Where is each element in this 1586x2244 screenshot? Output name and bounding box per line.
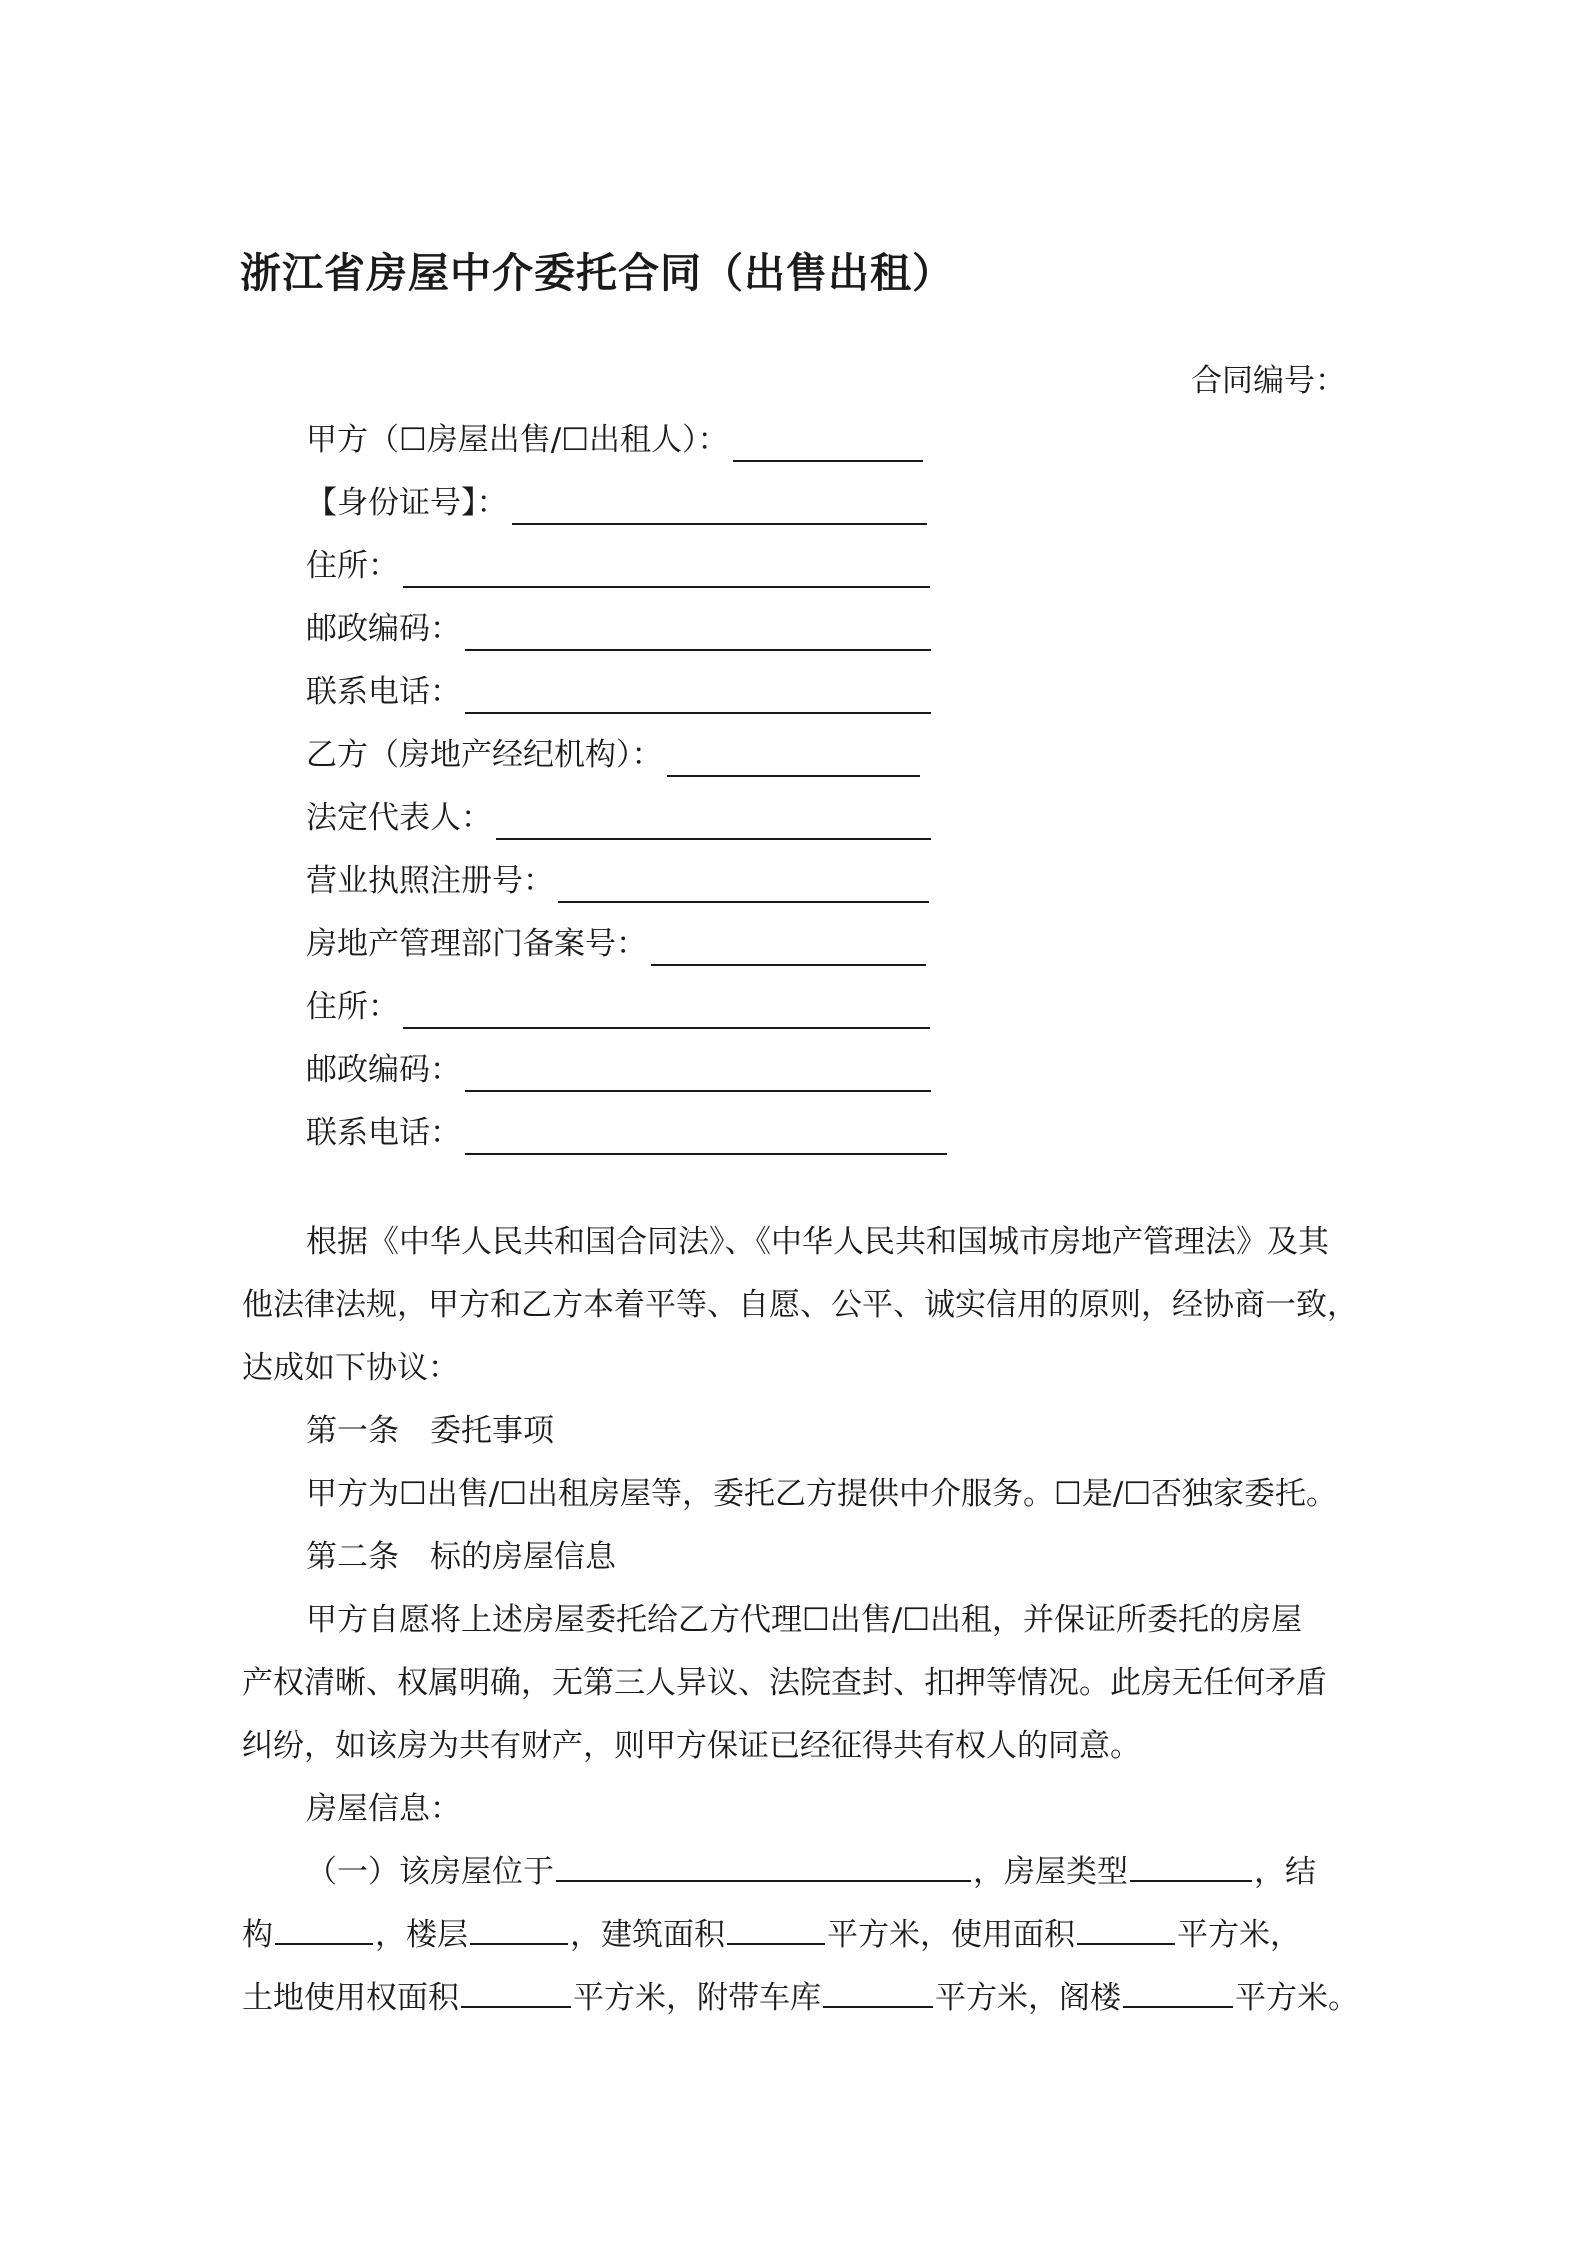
house-info-label: 房屋信息： bbox=[306, 1791, 461, 1827]
fill-blank[interactable] bbox=[733, 426, 923, 462]
filing-number-field bbox=[306, 922, 926, 966]
field-label: 乙方（房地产经纪机构）： bbox=[306, 737, 663, 773]
house-info-text: 平方米， bbox=[1177, 1917, 1301, 1953]
business-license-field bbox=[306, 859, 929, 903]
article-1-text: 甲方为☐出售/☐出租房屋等，委托乙方提供中介服务。☐是/☐否独家委托。 bbox=[306, 1476, 1338, 1512]
house-info-line-3 bbox=[242, 1972, 1359, 2017]
preamble-line: 根据《中华人民共和国合同法》、《中华人民共和国城市房地产管理法》及其 bbox=[306, 1224, 1329, 1260]
party-a-address-field bbox=[306, 544, 930, 588]
article-2-line: 纠纷，如该房为共有财产，则甲方保证已经征得共有权人的同意。 bbox=[242, 1728, 1141, 1764]
floor-blank[interactable] bbox=[470, 1913, 568, 1945]
party-b-postcode-field bbox=[306, 1048, 931, 1092]
party-a-phone-field bbox=[306, 670, 931, 714]
fill-blank[interactable] bbox=[465, 678, 931, 714]
party-b-address-field bbox=[306, 985, 930, 1029]
article-1-heading: 第一条 委托事项 bbox=[306, 1413, 554, 1449]
house-info-text: ，建筑面积 bbox=[570, 1917, 725, 1953]
field-label: 【身份证号】： bbox=[306, 485, 508, 521]
house-info-line-2 bbox=[242, 1909, 1301, 1954]
fill-blank[interactable] bbox=[465, 1119, 947, 1155]
house-type-blank[interactable] bbox=[1130, 1850, 1252, 1882]
fill-blank[interactable] bbox=[651, 930, 926, 966]
fill-blank[interactable] bbox=[465, 1056, 931, 1092]
article-2-line: 甲方自愿将上述房屋委托给乙方代理☐出售/☐出租，并保证所委托的房屋 bbox=[306, 1602, 1303, 1638]
house-info-text: ，楼层 bbox=[375, 1917, 468, 1953]
preamble-line: 他法律法规，甲方和乙方本着平等、自愿、公平、诚实信用的原则，经协商一致， bbox=[242, 1287, 1358, 1323]
article-2-line: 产权清晰、权属明确，无第三人异议、法院查封、扣押等情况。此房无任何矛盾 bbox=[242, 1665, 1327, 1701]
preamble-line: 达成如下协议： bbox=[242, 1350, 459, 1386]
fill-blank[interactable] bbox=[558, 867, 929, 903]
house-info-text: 平方米，附带车库 bbox=[573, 1980, 821, 2016]
structure-blank[interactable] bbox=[275, 1913, 373, 1945]
field-label: 房地产管理部门备案号： bbox=[306, 926, 647, 962]
field-label: 邮政编码： bbox=[306, 611, 461, 647]
house-info-line-1 bbox=[306, 1846, 1316, 1891]
id-number-field bbox=[306, 481, 927, 525]
party-b-phone-field bbox=[306, 1111, 947, 1155]
article-2-heading: 第二条 标的房屋信息 bbox=[306, 1539, 616, 1575]
field-label: 住所： bbox=[306, 548, 399, 584]
house-info-text: 平方米，阁楼 bbox=[935, 1980, 1121, 2016]
house-info-text: ，结 bbox=[1254, 1854, 1316, 1890]
house-info-text: 构 bbox=[242, 1917, 273, 1953]
field-label: 联系电话： bbox=[306, 674, 461, 710]
party-a-field bbox=[306, 418, 923, 462]
document-title: 浙江省房屋中介委托合同（出售出租） bbox=[240, 249, 954, 297]
field-label: 住所： bbox=[306, 989, 399, 1025]
fill-blank[interactable] bbox=[465, 615, 931, 651]
house-info-text: 平方米。 bbox=[1235, 1980, 1359, 2016]
attic-area-blank[interactable] bbox=[1123, 1976, 1233, 2008]
land-area-blank[interactable] bbox=[461, 1976, 571, 2008]
field-label: 邮政编码： bbox=[306, 1052, 461, 1088]
field-label: 甲方（☐房屋出售/☐出租人）： bbox=[306, 422, 729, 458]
field-label: 联系电话： bbox=[306, 1115, 461, 1151]
usable-area-blank[interactable] bbox=[1077, 1913, 1175, 1945]
building-area-blank[interactable] bbox=[727, 1913, 825, 1945]
fill-blank[interactable] bbox=[496, 804, 931, 840]
house-info-text: ，房屋类型 bbox=[973, 1854, 1128, 1890]
legal-rep-field bbox=[306, 796, 931, 840]
house-info-text: 平方米，使用面积 bbox=[827, 1917, 1075, 1953]
party-a-postcode-field bbox=[306, 607, 931, 651]
fill-blank[interactable] bbox=[403, 552, 930, 588]
house-info-text: （一）该房屋位于 bbox=[306, 1854, 554, 1890]
contract-number-label: 合同编号： bbox=[1191, 363, 1346, 399]
fill-blank[interactable] bbox=[512, 489, 927, 525]
party-b-field bbox=[306, 733, 920, 777]
fill-blank[interactable] bbox=[667, 741, 920, 777]
house-info-text: 土地使用权面积 bbox=[242, 1980, 459, 2016]
field-label: 营业执照注册号： bbox=[306, 863, 554, 899]
fill-blank[interactable] bbox=[403, 993, 930, 1029]
garage-area-blank[interactable] bbox=[823, 1976, 933, 2008]
field-label: 法定代表人： bbox=[306, 800, 492, 836]
location-blank[interactable] bbox=[556, 1850, 971, 1882]
